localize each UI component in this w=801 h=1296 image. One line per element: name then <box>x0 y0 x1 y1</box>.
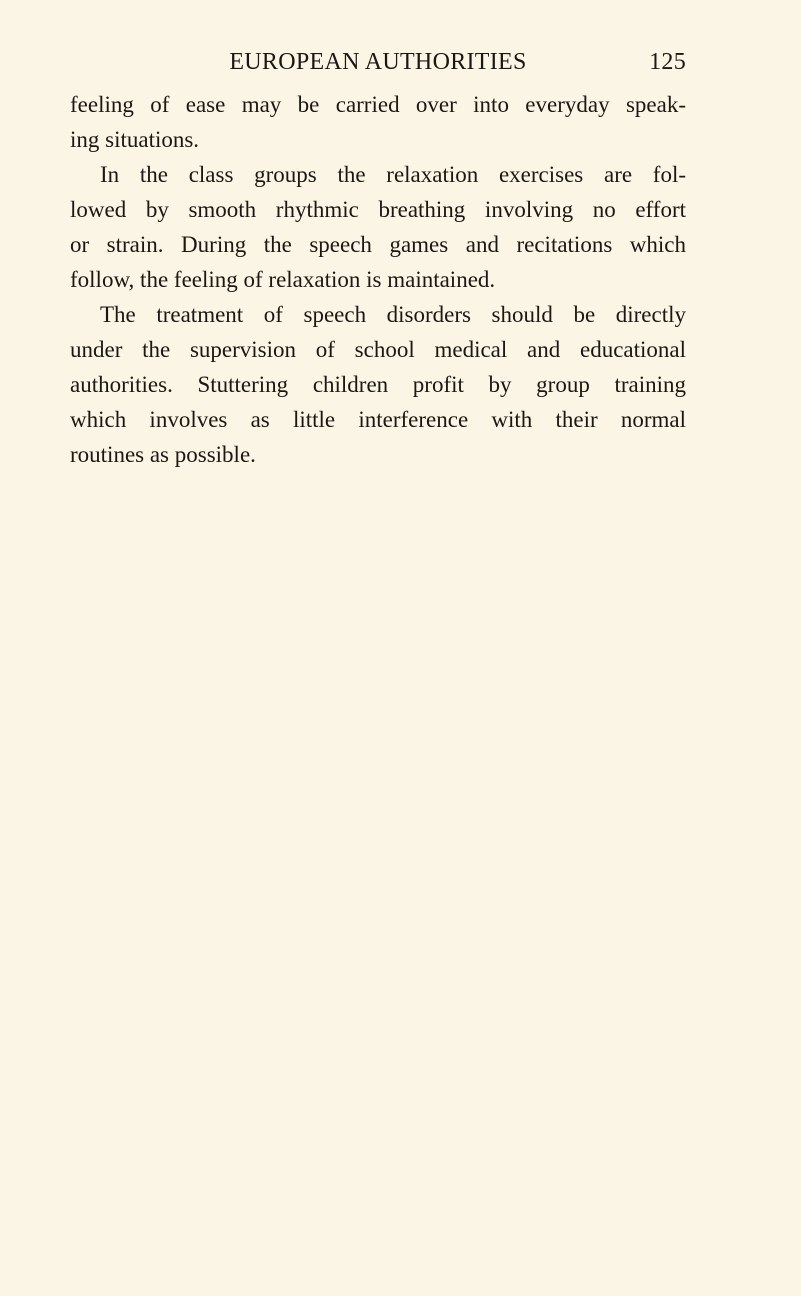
text-line: routines as possible. <box>70 442 256 467</box>
running-title: EUROPEAN AUTHORITIES <box>229 49 527 75</box>
text-line: under the supervision of school medical and educational <box>70 337 686 362</box>
text-line: ing situations. <box>70 127 200 152</box>
text-line: feeling of ease may be carried over into everyday speak- <box>70 92 686 117</box>
text-line: which involves as little interference with their normal <box>70 407 686 432</box>
running-head <box>70 44 686 80</box>
paragraph-first-line: The treatment of speech disorders should be directly <box>100 302 686 327</box>
text-line: or strain. During the speech games and recitations which <box>70 232 686 257</box>
text-line: follow, the feeling of relaxation is maintained. <box>70 267 496 292</box>
text-line: lowed by smooth rhythmic breathing involving no effort <box>70 197 686 222</box>
page-number: 125 <box>649 49 686 75</box>
body-text <box>70 87 686 472</box>
paragraph-first-line: In the class groups the relaxation exercises are fol- <box>100 162 686 187</box>
text-line: authorities. Stuttering children profit by group training <box>70 372 686 397</box>
